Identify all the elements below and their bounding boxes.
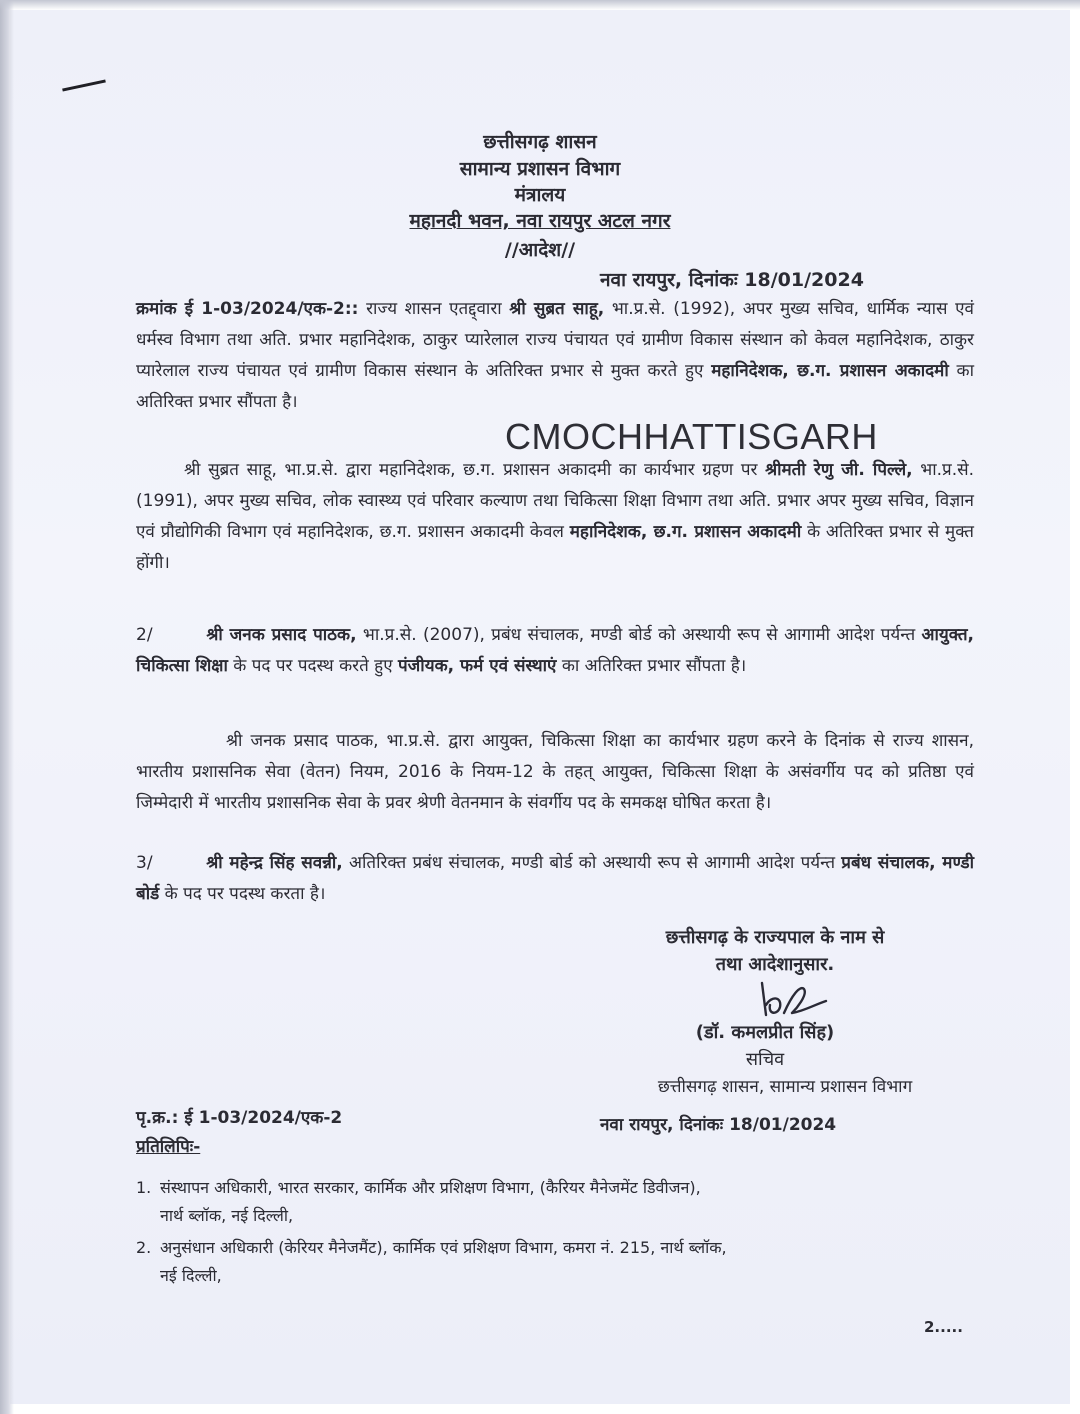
paragraph-2: श्री सुब्रत साहू, भा.प्र.से. द्वारा महानिदेशक, छ.ग. प्रशासन अकादमी का कार्यभार ग्रहण पर श्रीमती रेणु जी. पिल्ले, भा.प्र.से. (1991), अपर मुख्य सचिव, लोक स्वास्थ्य एवं परिवार कल्याण तथा चिकित्सा शिक्षा विभाग तथा अति. प्रभार अपर मुख्य सचिव, विज्ञान एवं प्रौद्योगिकी विभाग एवं महानिदेशक, छ.ग. प्रशासन अकादमी केवल महानिदेशक, छ.ग. प्रशासन अकादमी के अतिरिक्त प्रभार से मुक्त होंगी। xyxy=(136,460,975,573)
signatory-name: (डॉ. कमलप्रीत सिंह) xyxy=(695,1022,835,1043)
header-department: सामान्य प्रशासन विभाग xyxy=(459,158,621,180)
paragraph-5: 3/ श्री महेन्द्र सिंह सवन्नी, अतिरिक्त प्रबंध संचालक, मण्डी बोर्ड को अस्थायी रूप से आगामी आदेश पर्यन्त प्रबंध संचालक, मण्डी बोर्ड के पद पर पदस्थ करता है। xyxy=(136,848,974,910)
list-item: 1. संस्थापन अधिकारी, भारत सरकार, कार्मिक और प्रशिक्षण विभाग, (कैरियर मैनेजमेंट डिवीजन), नार्थ ब्लॉक, नई दिल्ली, xyxy=(136,1178,701,1225)
signatory-designation: सचिव xyxy=(745,1049,785,1070)
header-address: महानदी भवन, नवा रायपुर अटल नगर xyxy=(409,210,671,232)
paper-top-shadow xyxy=(0,0,1080,10)
copy-to-heading: प्रतिलिपिः- xyxy=(136,1137,201,1157)
order-date: नवा रायपुर, दिनांकः 18/01/2024 xyxy=(600,269,864,291)
paragraph-4: श्री जनक प्रसाद पाठक, भा.प्र.से. द्वारा आयुक्त, चिकित्सा शिक्षा का कार्यभार ग्रहण करने के दिनांक से राज्य शासन, भारतीय प्रशासनिक सेवा (वेतन) नियम, 2016 के नियम-12 के तहत् आयुक्त, चिकित्सा शिक्षा के असंवर्गीय पद को प्रतिष्ठा एवं जिम्मेदारी में भारतीय प्रशासनिक सेवा के प्रवर श्रेणी वेतनमान के संवर्गीय पद के समकक्ष घोषित करता है। xyxy=(136,731,974,813)
pen-dash-mark xyxy=(62,79,106,91)
post-name: प्रबंध संचालक, मण्डी बोर्ड xyxy=(136,853,975,904)
watermark: CMOCHHATTISGARH xyxy=(505,416,878,457)
order-title: //आदेश// xyxy=(504,239,576,261)
header-ministry: मंत्रालय xyxy=(514,184,566,206)
handwritten-signature xyxy=(752,975,832,1025)
header-government: छत्तीसगढ़ शासन xyxy=(483,131,597,153)
officer-name: श्री जनक प्रसाद पाठक, xyxy=(206,625,357,645)
signature-authority-line-2: तथा आदेशानुसार. xyxy=(715,954,835,975)
page-number: 2..... xyxy=(924,1318,963,1336)
post-name: आयुक्त, चिकित्सा शिक्षा xyxy=(136,625,975,676)
list-item: 2. अनुसंधान अधिकारी (केरियर मैनेजमैंट), कार्मिक एवं प्रशिक्षण विभाग, कमरा नं. 215, नार्थ ब्लॉक, नई दिल्ली, xyxy=(136,1238,727,1285)
paragraph-1: क्रमांक ई 1-03/2024/एक-2:: राज्य शासन एतद्द्वारा श्री सुब्रत साहू, भा.प्र.से. (1992), अपर मुख्य सचिव, धार्मिक न्यास एवं धर्मस्व विभाग तथा अति. प्रभार महानिदेशक, ठाकुर प्यारेलाल राज्य पंचायत एवं ग्रामीण विकास संस्थान को केवल महानिदेशक, ठाकुर प्यारेलाल राज्य पंचायत एवं ग्रामीण विकास संस्थान के अतिरिक्त प्रभार से मुक्त करते हुए महानिदेशक, छ.ग. प्रशासन अकादमी का अतिरिक्त प्रभार सौंपता है। xyxy=(136,299,975,412)
order-reference: क्रमांक ई 1-03/2024/एक-2:: xyxy=(136,299,359,319)
post-name: महानिदेशक, छ.ग. प्रशासन अकादमी xyxy=(569,522,802,542)
signatory-department: छत्तीसगढ़ शासन, सामान्य प्रशासन विभाग xyxy=(657,1077,913,1097)
post-name: महानिदेशक, छ.ग. प्रशासन अकादमी xyxy=(711,361,949,381)
officer-name: श्रीमती रेणु जी. पिल्ले, xyxy=(765,460,913,480)
endorsement-date: नवा रायपुर, दिनांकः 18/01/2024 xyxy=(600,1115,837,1135)
paragraph-number: 2/ xyxy=(136,625,153,645)
post-name: पंजीयक, फर्म एवं संस्थाएं xyxy=(398,656,557,676)
paragraph-3: 2/ श्री जनक प्रसाद पाठक, भा.प्र.से. (2007), प्रबंध संचालक, मण्डी बोर्ड को अस्थायी रूप से आगामी आदेश पर्यन्त आयुक्त, चिकित्सा शिक्षा के पद पर पदस्थ करते हुए पंजीयक, फर्म एवं संस्थाएं का अतिरिक्त प्रभार सौंपता है। xyxy=(136,620,974,682)
endorsement-reference: पृ.क्र.: ई 1-03/2024/एक-2 xyxy=(136,1108,343,1128)
officer-name: श्री महेन्द्र सिंह सवन्नी, xyxy=(206,853,343,873)
paragraph-number: 3/ xyxy=(136,853,153,873)
officer-name: श्री सुब्रत साहू, xyxy=(509,299,605,319)
signature-authority-line-1: छत्तीसगढ़ के राज्यपाल के नाम से xyxy=(665,927,885,948)
